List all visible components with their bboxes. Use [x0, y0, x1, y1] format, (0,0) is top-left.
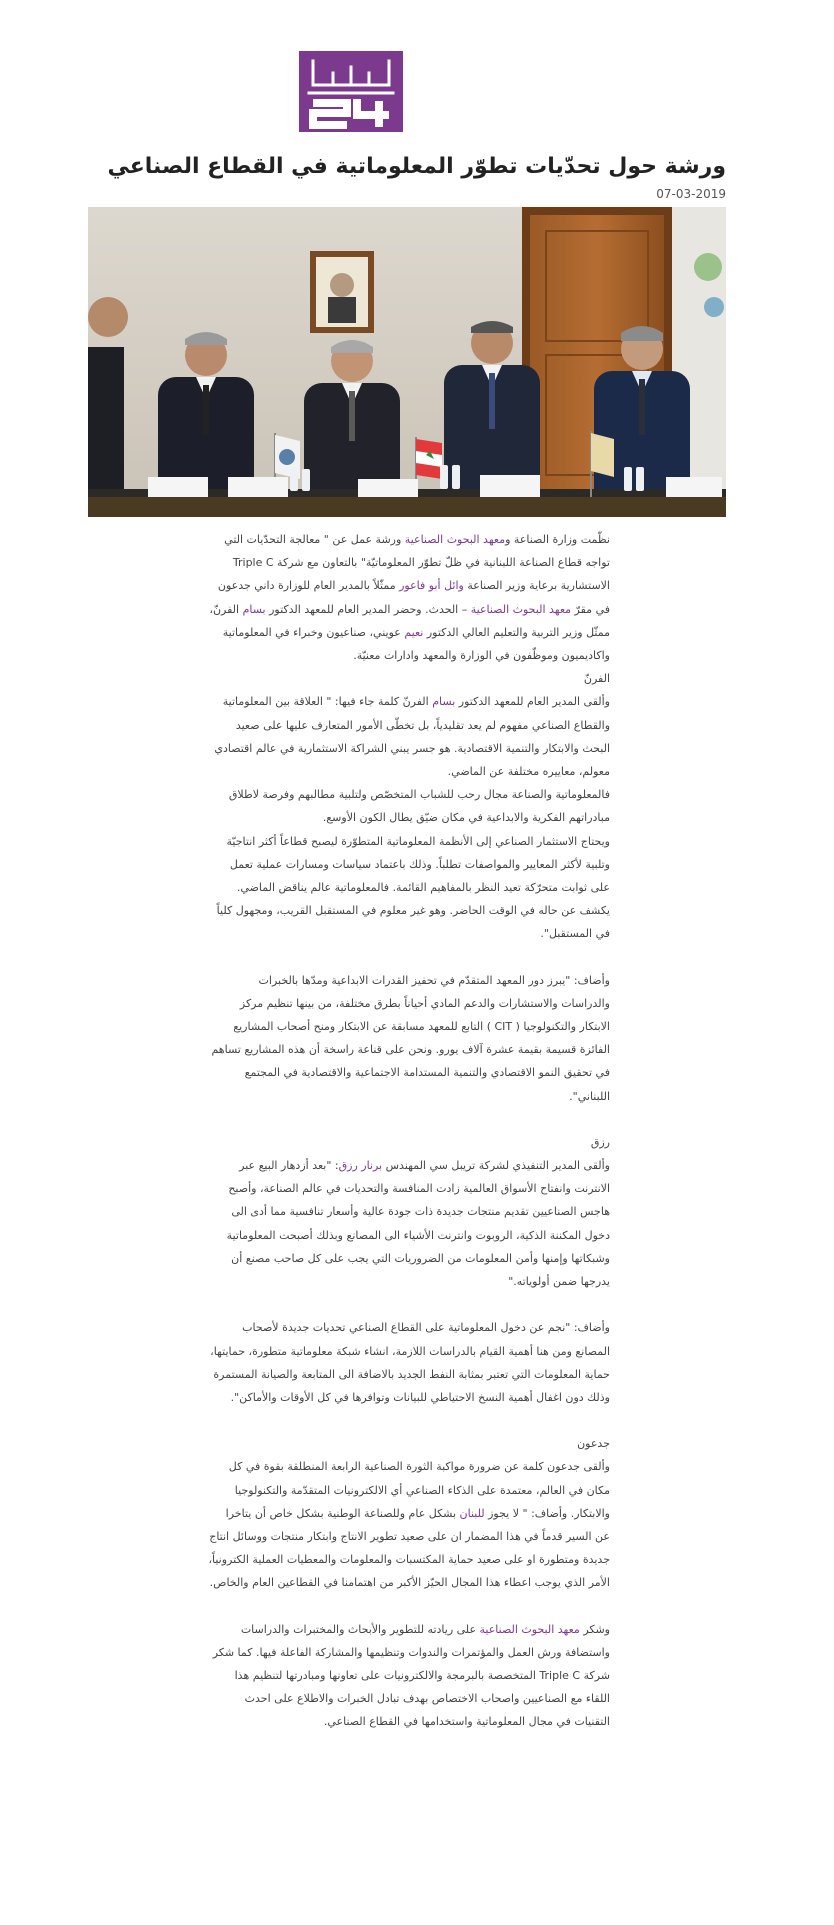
paragraph-text: : "بعد أزدهار البيع عبر الانترنت وانفتاح الأسواق العالمية زادت المنافسة والتحديات في عالم الصناعة، وأصبح هاجس الصناعيين تقديم منتجات جديدة ذات جودة عالية وأسعار تنافسية مما أدى الى دخول المكننة الذكية، الروبوت وانترنت الأشياء الى المصانع وبذلك أصبحت المعلوماتية وشبكاتها وإمنها وأمن المعلومات من الضروريات التي يجب على كل صاحب مصنع أن يدرجها ضمن أولوياته.": [226, 1159, 610, 1289]
paragraph-text: وألقى المدير التنفيذي لشركة تريبل سي المهندس: [382, 1159, 610, 1173]
article-paragraph: [208, 830, 610, 946]
paragraph-text: رزق: [590, 1135, 610, 1149]
entity-link[interactable]: معهد البحوث الصناعية: [404, 533, 506, 546]
paragraph-text: وألقى المدير العام للمعهد الدكتور: [455, 695, 610, 709]
paragraph-text: الفرنّ: [583, 672, 610, 686]
paragraph-text: جدعون: [577, 1437, 610, 1451]
paragraph-text: الفرنّ، ممثّل وزير التربية والتعليم العالي الدكتور: [209, 602, 610, 639]
paragraph-gap: [208, 1409, 610, 1432]
paragraph-text: على ريادته للتطوير والأبحاث والمختبرات والدراسات واستضافة ورش العمل والمؤتمرات والندوات وتنظيمها والمشاركة الفاعلة فيها. كما شكر شركة Triple C المتخصصة بالبرمجة والالكترونيات على تعاونها ومبادرتها لتنظيم هذا اللقاء مع الصناعيين واصحاب الاختصاص بهدف تبادل الخبرات والاطلاع على احدث التقنيات في مجال المعلوماتية واستخدامها في القطاع الصناعي.: [212, 1622, 610, 1729]
paragraph-text: وشكر: [579, 1622, 610, 1636]
paragraph-text: ويحتاج الاستثمار الصناعي إلى الأنظمة المعلوماتية المتطوّرة ليصبح قطاعاً أكثر انتاجيّة وتلبية لأكثر المعايير والمواصفات تطلباً. وذلك باعتماد سياسات ومسارات عملية تعمل على ثوابت متحرّكة تعيد النظر بالمفاهيم القائمة. فالمعلوماتية عالم يناقض الماضي. يكشف عن حاله في الوقت الحاضر. وهو غير معلوم في المستقبل القريب، ومجهول كلياً في المستقبل".: [216, 834, 610, 941]
article-paragraph: [208, 528, 610, 667]
entity-link[interactable]: معهد البحوث الصناعية: [470, 602, 572, 616]
entity-link[interactable]: بسام: [432, 695, 456, 709]
article-paragraph: [208, 1154, 610, 1293]
article-title: ورشة حول تحدّيات تطوّر المعلوماتية في القطاع الصناعي: [107, 154, 726, 179]
entity-link[interactable]: نعيم: [404, 625, 424, 639]
paragraph-text: الفرنّ كلمة جاء فيها: " العلاقة بين المعلوماتية والقطاع الصناعي مفهوم لم يعد تقليدياً، بل تخطّى الأمور المتعارف عليها على صعيد البحث والابتكار والتنمية الاقتصادية. هو جسر يبني الشراكة الاستثمارية في عالم اقتصادي معولم، معاييره مختلفة عن الماضي.: [214, 695, 610, 779]
article-paragraph: [208, 1316, 610, 1409]
entity-link[interactable]: وائل أبو فاعور: [399, 579, 464, 593]
article-paragraph: [208, 783, 610, 829]
paragraph-gap: [208, 1293, 610, 1316]
paragraph-text: نظّمت وزارة الصناعة و: [505, 533, 610, 546]
paragraph-text: وأضاف: "نجم عن دخول المعلوماتية على القطاع الصناعي تحديات جديدة لأصحاب المصانع ومن هنا أهمية القيام بالدراسات اللازمة، انشاء شبكة معلوماتية متطورة، حمايتها، حماية المعلومات التي تعتبر بمثابة النفط الجديد بالاضافة الى المتابعة والصيانة المستمرة وذلك دون اغفال أهمية النسخ الاحتياطي للبيانات وتوافرها في كل الأوقات والأماكن".: [210, 1321, 610, 1404]
article-paragraph: [208, 969, 610, 1108]
paragraph-text: ممثّلاً بالمدير العام للوزارة داني جدعون في مقرّ: [217, 579, 610, 616]
entity-link[interactable]: معهد البحوث الصناعية: [479, 1622, 580, 1636]
article-paragraph: [208, 1618, 610, 1734]
paragraph-gap: [208, 1595, 610, 1618]
paragraph-text: ورشة عمل عن " معالجة التحدّيات التي تواجه قطاع الصناعة اللبنانية في ظلّ تطوّر المعلوماتيّة" بالتعاون مع شركة Triple C الاستشارية برعاية وزير الصناعة: [224, 533, 610, 593]
article-paragraph: [208, 1131, 610, 1154]
site-logo[interactable]: [299, 51, 403, 132]
paragraph-text: عويني، صناعيون وخبراء في المعلوماتية واكاديميون وموظّفون في الوزارة والمعهد وادارات معنيّة.: [222, 625, 610, 663]
publish-date: 07-03-2019: [656, 187, 726, 201]
article-paragraph: [208, 667, 610, 690]
entity-link[interactable]: بسام: [242, 602, 266, 616]
paragraph-gap: [208, 1108, 610, 1131]
logo-mark-icon: [299, 51, 403, 132]
paragraph-text: وألقى جدعون كلمة عن ضرورة مواكبة الثورة الصناعية الرابعة المنطلقة بقوة في كل مكان في العالم، معتمدة على الذكاء الصناعي أي الالكترونيات المتقدّمة والتكنولوجيا والابتكار. وأضاف: " لا يجوز: [228, 1460, 610, 1520]
article-paragraph: [208, 690, 610, 783]
entity-link[interactable]: للبنان: [459, 1506, 485, 1520]
paragraph-text: فالمعلوماتية والصناعة مجال رحب للشباب المتخصّص ولتلبية مطالبهم وفرصة لاطلاق مبادراتهم الفكرية والابداعية في مكان ضيّق يطال الكون الأوسع.: [228, 788, 610, 825]
article-paragraph: [208, 1455, 610, 1594]
article-body: [208, 528, 610, 1734]
paragraph-text: – الحدث. وحضر المدير العام للمعهد الدكتور: [265, 602, 471, 616]
paragraph-gap: [208, 946, 610, 969]
paragraph-text: بشكل عام وللصناعة الوطنية بشكل خاص أن يتاخرا عن السير قدماً في هذا المضمار ان على صعيد تطوير الانتاج وابتكار منتجات ووسائل انتاج جديدة ومتطورة او على صعيد حماية المكتسبات والمعلومات والمعطيات العملية الكترونياً، الأمر الذي يوجب اعطاء هذا المجال الحيّز الأكبر من اهتمامنا في القطاعين العام والخاص.: [208, 1506, 610, 1590]
paragraph-text: وأضاف: "يبرز دور المعهد المتقدّم في تحفيز القدرات الابداعية ومدّها بالخبرات والدراسات والاستشارات والدعم المادي أحياناً بطرق مختلفة، من بينها تنظيم مركز الابتكار والتكنولوجيا ( CIT ) التابع للمعهد مسابقة عن الابتكار ومنح أصحاب المشاريع الفائزة قسيمة بقيمة عشرة آلاف يورو. ونحن على قناعة راسخة أن هذه المشاريع تساهم في تحقيق النمو الاقتصادي والتنمية المستدامة الاجتماعية والاقتصادية في المجتمع اللبناني".: [211, 973, 610, 1103]
article-photo: [88, 207, 726, 517]
article-paragraph: [208, 1432, 610, 1455]
entity-link[interactable]: برنار رزق: [338, 1159, 383, 1173]
